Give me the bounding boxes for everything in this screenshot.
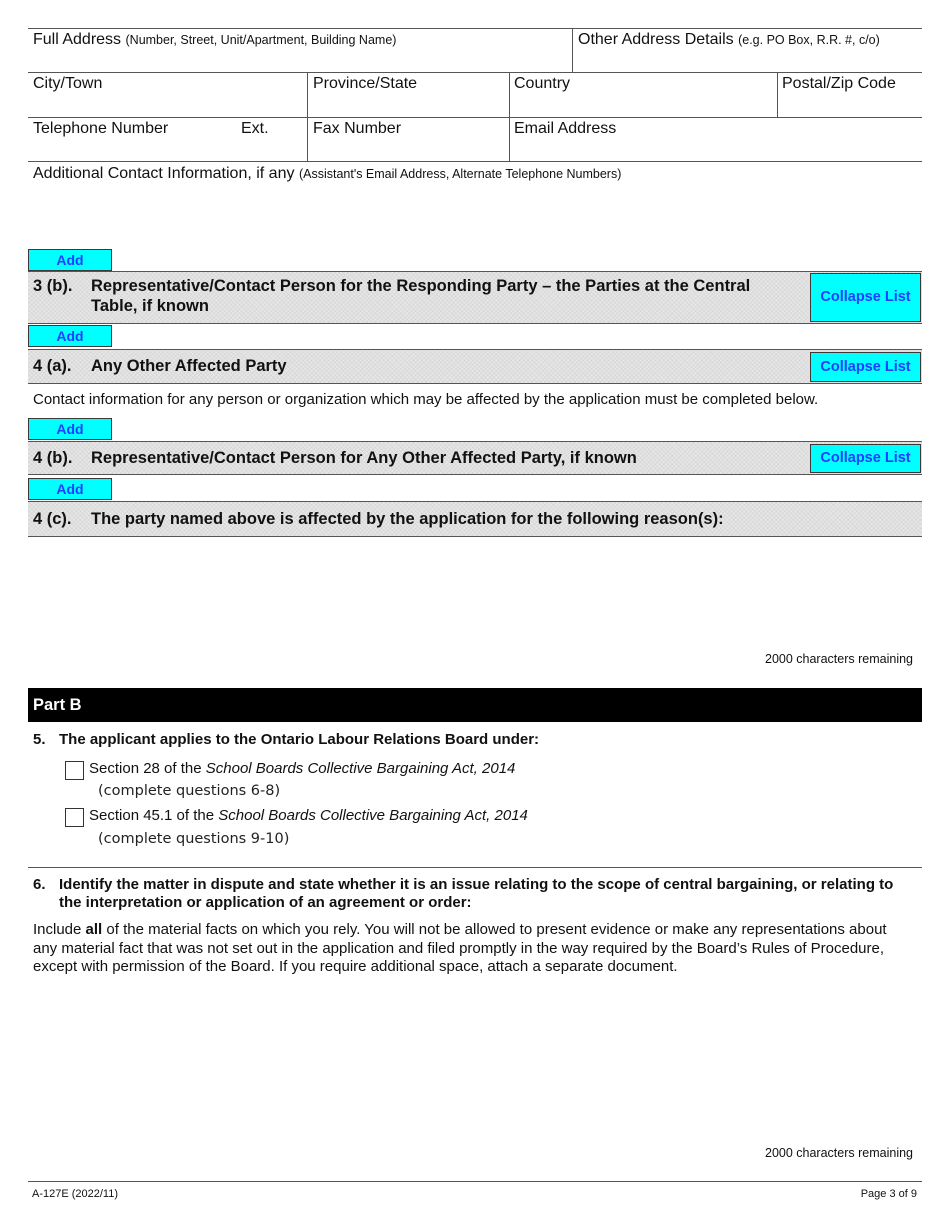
section-28-label [89,760,515,777]
country-label[interactable]: Country [514,75,571,92]
instructions-emphasis: all [85,921,103,938]
option-prefix: Section 45.1 of the [89,807,219,824]
footer-divider [28,1181,922,1182]
act-name: School Boards Collective Bargaining Act, 2014 [205,760,516,777]
reason-text-area[interactable] [28,538,922,648]
section-45-1-label [89,807,528,824]
full-address-field[interactable] [33,31,396,49]
collapse-list-button[interactable]: Collapse List [810,444,921,473]
province-label[interactable]: Province/State [313,75,418,92]
section-title: The party named above is affected by the application for the following reason(s): [91,510,724,528]
section-title: Any Other Affected Party [91,357,287,375]
city-label[interactable]: City/Town [33,75,103,92]
divider [28,867,922,868]
question-6-number: 6. [33,876,46,893]
other-address-hint: (e.g. PO Box, R.R. #, c/o) [738,33,880,47]
collapse-list-button[interactable]: Collapse List [810,273,921,322]
instructions-text: of the material facts on which you rely. You will not be allowed to present evidence or make any representations about any material fact that was not set out in the application and filed promptly in the way required by the Board’s Rules of Procedure, except with permission of the Board. If you require additional space, attach a separate document. [33,921,887,975]
full-address-label: Full Address [33,31,122,48]
page-number: Page 3 of 9 [860,1188,917,1200]
section-45-1-checkbox[interactable] [65,808,84,827]
section-3b-header [28,271,922,324]
instructions-text: Include [33,921,86,938]
add-button[interactable]: Add [28,418,112,440]
question-5-number: 5. [33,731,46,748]
question-6-text: Identify the matter in dispute and state whether it is an issue relating to the scope of central bargaining, or relating to the interpretation or application of an agreement or order: [59,876,894,911]
form-code: A-127E (2022/11) [32,1188,119,1200]
act-name: School Boards Collective Bargaining Act, 2014 [218,807,528,824]
add-button[interactable]: Add [28,478,112,500]
full-address-hint: (Number, Street, Unit/Apartment, Building Name) [125,33,397,47]
fax-label[interactable]: Fax Number [313,120,402,137]
characters-remaining: 2000 characters remaining [765,1146,913,1160]
section-28-sublabel: (complete questions 6-8) [98,783,281,799]
email-label[interactable]: Email Address [514,120,617,137]
section-title: Representative/Contact Person for Any Other Affected Party, if known [91,449,637,467]
section-45-1-sublabel: (complete questions 9-10) [98,831,290,847]
option-prefix: Section 28 of the [89,760,206,777]
part-b-header: Part B [28,688,922,722]
other-address-field[interactable] [578,31,880,49]
other-address-label: Other Address Details [578,31,734,48]
ext-label[interactable]: Ext. [241,120,269,137]
section-number: 4 (b). [33,449,73,467]
question-5-text: The applicant applies to the Ontario Labour Relations Board under: [59,731,540,748]
postal-code-label[interactable]: Postal/Zip Code [782,75,896,92]
collapse-list-button[interactable]: Collapse List [810,352,921,382]
add-button[interactable]: Add [28,249,112,271]
question-6-instructions [33,921,913,977]
section-number: 4 (c). [33,510,72,528]
dispute-text-area[interactable] [28,980,922,1140]
section-28-checkbox[interactable] [65,761,84,780]
additional-contact-field[interactable] [33,165,621,183]
section-number: 3 (b). [33,277,73,295]
characters-remaining: 2000 characters remaining [765,652,913,666]
section-4a-note: Contact information for any person or organization which may be affected by the application must be completed below. [33,391,819,408]
section-4c-header [28,501,922,537]
section-4a-header [28,349,922,384]
section-title: Representative/Contact Person for the Responding Party – the Parties at the Central Table, if known [91,277,751,315]
section-number: 4 (a). [33,357,72,375]
additional-contact-label: Additional Contact Information, if any [33,165,295,182]
section-4b-header [28,441,922,475]
add-button[interactable]: Add [28,325,112,347]
additional-contact-hint: (Assistant's Email Address, Alternate Telephone Numbers) [298,167,622,181]
telephone-label[interactable]: Telephone Number [33,120,169,137]
